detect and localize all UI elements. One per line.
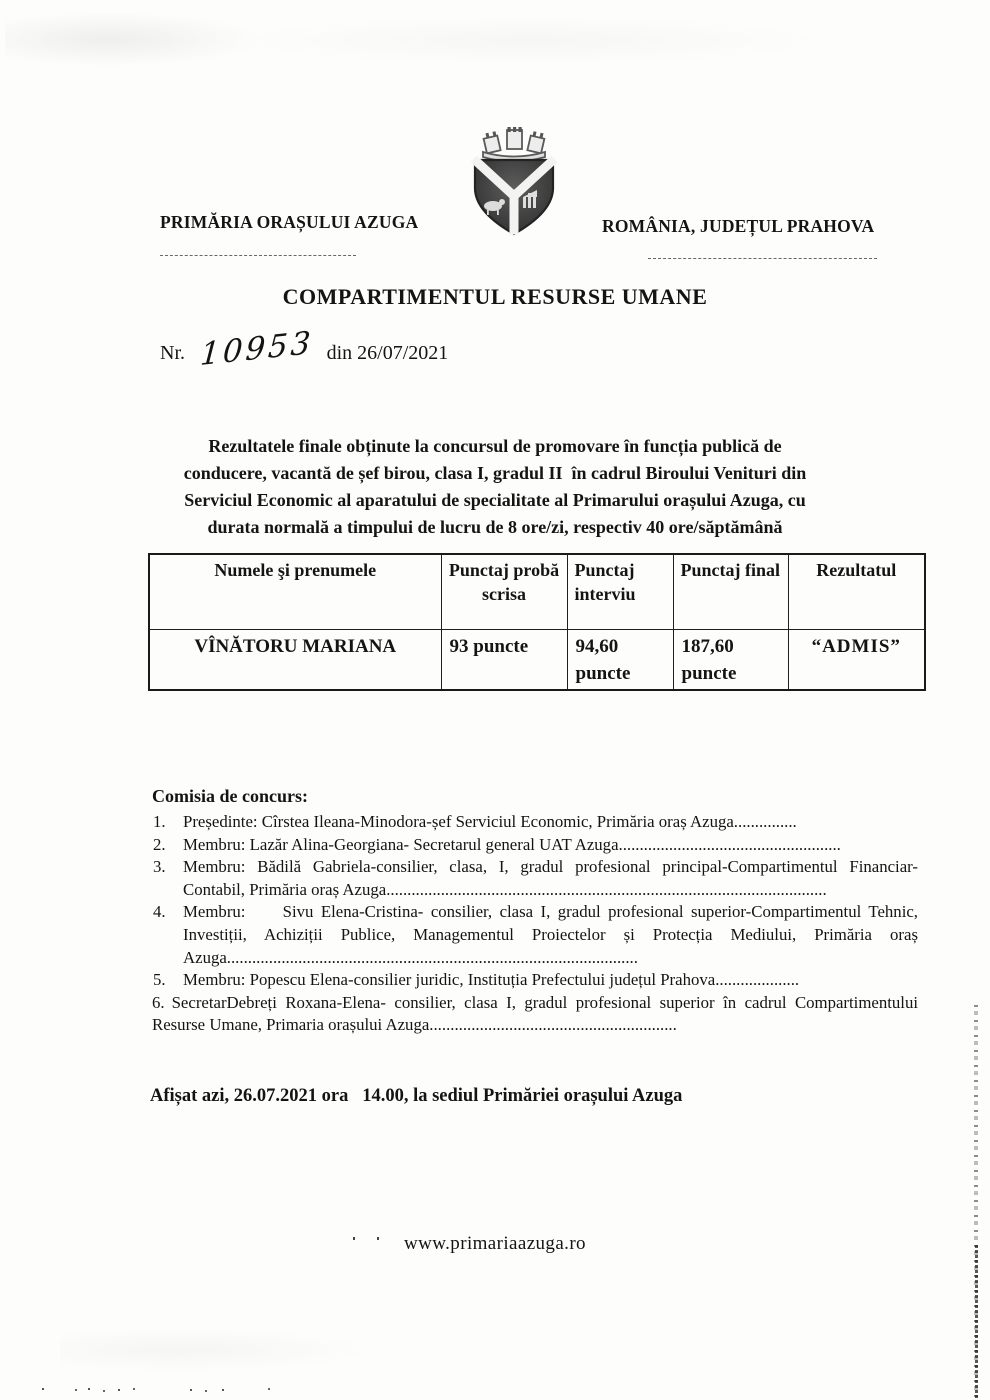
table-row [149, 629, 925, 690]
scan-smudge [5, 12, 265, 67]
list-item-text: SecretarDebreți Roxana-Elena- consilier, clasa I, gradul profesional superior în cadrul Compartimentului Resurse Umane, Primaria orașului Azuga........................................................... [152, 992, 918, 1035]
candidate-name-cell: VÎNĂTORU MARIANA [149, 629, 441, 690]
list-item [152, 856, 918, 901]
col-header-written-score: Punctaj probă scrisa [441, 554, 567, 629]
list-item-text: Membru: Lazăr Alina-Georgiana- Secretarul general UAT Azuga..................................................... [183, 834, 841, 854]
results-table [148, 553, 926, 691]
interview-score-cell: 94,60 puncte [567, 629, 673, 690]
committee-heading: Comisia de concurs: [152, 786, 308, 806]
written-score-cell: 93 puncte [441, 629, 567, 690]
handwritten-number: 10953 [199, 324, 315, 374]
scan-smudge [250, 18, 810, 63]
header-underline-left [160, 255, 356, 256]
number-date: din 26/07/2021 [326, 342, 449, 364]
issuer-name: PRIMĂRIA ORAȘULUI AZUGA [160, 212, 419, 232]
list-item-text: Președinte: Cîrstea Ileana-Minodora-șef Serviciul Economic, Primăria oraș Azuga............... [183, 812, 797, 831]
final-score-cell: 187,60 puncte [673, 629, 788, 690]
col-header-interview-score: Punctaj interviu [567, 554, 673, 629]
registration-number-line [160, 324, 449, 374]
list-item [152, 901, 918, 969]
scan-speckles [42, 1388, 44, 1390]
col-header-name: Numele şi prenumele [149, 554, 441, 629]
committee-list [152, 811, 918, 1037]
col-header-final-score: Punctaj final [673, 554, 788, 629]
intro-line: Rezultatele finale obținute la concursul de promovare în funcția publică de [208, 436, 782, 456]
website-url: www.primariaazuga.ro [404, 1233, 586, 1254]
list-item-number: 1. [153, 812, 166, 831]
col-header-result: Rezultatul [788, 554, 925, 629]
list-item [152, 969, 918, 992]
list-item-number: 3. [153, 857, 166, 877]
country-county-label: ROMÂNIA, JUDEȚUL PRAHOVA [602, 216, 875, 236]
list-item-text: Membru: Bădilă Gabriela-consilier, clasa, I, gradul profesional principal-Compartimentul Financiar-Contabil, Primăria oraș Azuga......................................................................................................... [183, 857, 918, 899]
list-item [152, 811, 918, 834]
list-item [152, 834, 918, 857]
scan-smudge [60, 1330, 360, 1370]
shield-icon [475, 160, 553, 234]
intro-paragraph [130, 433, 860, 541]
scan-speckles [353, 1237, 355, 1240]
list-item [152, 992, 918, 1037]
table-header-row [149, 554, 925, 629]
intro-line: conducere, vacantă de șef birou, clasa I, gradul II în cadrul Biroului Venituri din [183, 463, 807, 483]
list-item-number: 2. [153, 834, 166, 854]
list-item-number: 5. [153, 970, 166, 990]
header-underline-right [648, 258, 877, 259]
result-cell: “ADMIS” [788, 629, 925, 690]
department-title: COMPARTIMENTUL RESURSE UMANE [282, 284, 708, 309]
scan-artifact-right-edge [975, 1245, 978, 1400]
mural-crown-icon [483, 127, 545, 162]
posted-notice: Afișat azi, 26.07.2021 ora 14.00, la sediul Primăriei orașului Azuga [150, 1086, 683, 1106]
coat-of-arms-icon [460, 124, 568, 238]
number-prefix: Nr. [160, 342, 185, 364]
intro-line: durata normală a timpului de lucru de 8 ore/zi, respectiv 40 ore/săptămână [207, 517, 783, 537]
list-item-number: 4. [153, 902, 166, 922]
list-item-text: Membru: Popescu Elena-consilier juridic, Instituția Prefectului județul Prahova.................... [183, 970, 800, 990]
list-item-text: Membru: Sivu Elena-Cristina- consilier, clasa I, gradul profesional superior-Compartimentul Tehnic, Investiții, Achiziții Publice, Managementul Proiectelor și Protecția Mediului, Primăria oraș Azuga.................................................................................................. [183, 902, 918, 967]
list-item-number: 6. [152, 992, 165, 1012]
intro-line: Serviciul Economic al aparatului de specialitate al Primarului orașului Azuga, cu [184, 490, 806, 510]
